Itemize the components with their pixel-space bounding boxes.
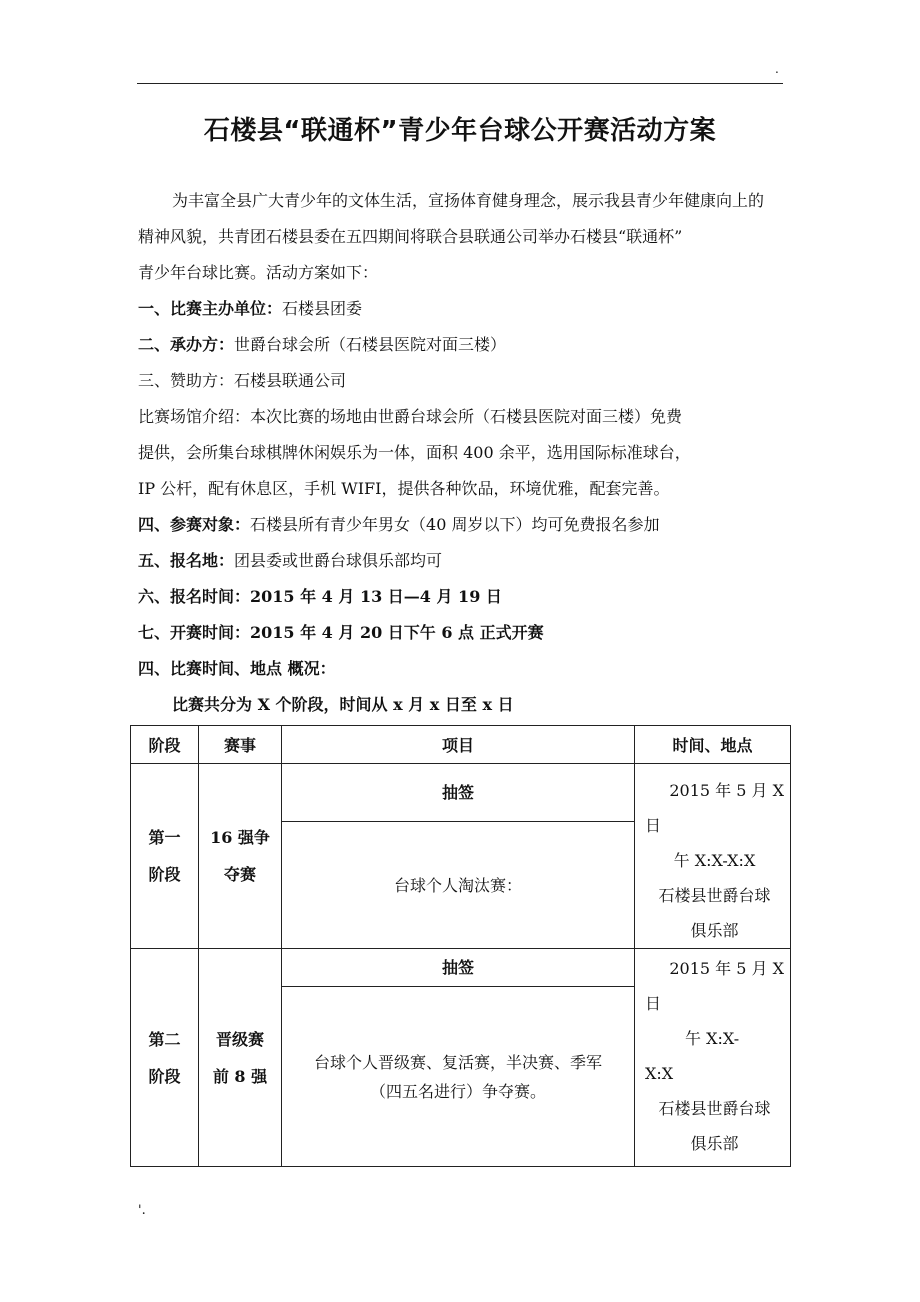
time-place-cell [635,949,791,1167]
place-line: 俱乐部 [690,921,739,940]
header-stage: 阶段 [131,726,199,764]
time-line: 2015 年 5 月 X [669,781,784,800]
header-rule [137,83,783,84]
participants-item [138,507,778,543]
document-title: 石楼县“联通杯”青少年台球公开赛活动方案 [203,116,717,146]
event-line: 16 强争 [210,828,270,847]
event-cell [199,949,282,1167]
table-header-row [131,726,791,764]
organizer-label: 二、承办方： [138,335,235,354]
item-line: （四五名进行）争夺赛。 [369,1081,546,1101]
signup-place-value: 团县委或世爵台球俱乐部均可 [234,551,443,570]
place-line: 石楼县世爵台球 [658,1099,771,1118]
time-line: 午 X:X- [685,1029,740,1048]
draw-cell: 抽签 [282,949,635,987]
header-item: 项目 [282,726,635,764]
draw-cell: 抽签 [282,764,635,822]
signup-place-label: 五、报名地： [138,551,235,570]
time-line: X:X [645,1064,674,1083]
item-cell: 台球个人淘汰赛： [282,821,635,948]
signup-time-item: 六、报名时间：2015 年 4 月 13 日—4 月 19 日 [138,587,502,606]
host-value: 石楼县团委 [282,299,363,318]
start-time-item: 七、开赛时间：2015 年 4 月 20 日下午 6 点 正式开赛 [138,623,544,642]
host-label: 一、比赛主办单位： [138,299,283,318]
header-dot: . [775,62,779,76]
stage-line: 第一 [148,828,181,847]
event-line: 夺赛 [223,865,256,884]
event-line: 晋级赛 [215,1029,264,1049]
organizer-item [138,327,778,363]
venue-line-1: 比赛场馆介绍：本次比赛的场地由世爵台球会所（石楼县医院对面三楼）免费 [138,407,683,426]
table-row [131,764,791,822]
time-place-cell [635,764,791,949]
item-cell [282,987,635,1167]
intro-line-3: 青少年台球比赛。活动方案如下： [138,263,379,282]
signup-place-item [138,543,778,579]
stage-line: 阶段 [148,865,181,884]
place-line: 俱乐部 [690,1134,739,1153]
stages-summary: 比赛共分为 X 个阶段，时间从 x 月 x 日至 x 日 [172,695,514,714]
intro-line-2: 精神风貌，共青团石楼县委在五四期间将联合县联通公司举办石楼县“联通杯” [138,227,683,246]
item-line: 台球个人晋级赛、复活赛，半决赛、季军 [313,1052,602,1072]
event-line: 前 8 强 [212,1066,268,1086]
stage-line: 第二 [148,1029,181,1049]
place-line: 石楼县世爵台球 [658,886,771,905]
document-body [138,183,778,723]
participants-label: 四、参赛对象： [138,515,251,534]
stage-cell [131,764,199,949]
schedule-table [130,725,791,1167]
footer-mark: '. [138,1203,146,1218]
host-item [138,291,778,327]
schedule-heading: 四、比赛时间、地点 概况： [138,659,336,678]
time-line: 日 [645,816,662,835]
header-time-place: 时间、地点 [635,726,791,764]
time-line: 2015 年 5 月 X [669,959,784,978]
event-cell [199,764,282,949]
time-line: 日 [645,994,662,1013]
stage-line: 阶段 [148,1066,181,1086]
stage-cell [131,949,199,1167]
venue-line-3: IP 公杆，配有休息区，手机 WIFI，提供各种饮品，环境优雅，配套完善。 [138,479,670,498]
table-row [131,949,791,987]
intro-line-1: 为丰富全县广大青少年的文体生活，宣扬体育健身理念，展示我县青少年健康向上的 [172,191,765,210]
participants-value: 石楼县所有青少年男女（40 周岁以下）均可免费报名参加 [250,515,660,534]
sponsor-item: 三、赞助方：石楼县联通公司 [138,371,347,390]
header-event: 赛事 [199,726,282,764]
venue-line-2: 提供，会所集台球棋牌休闲娱乐为一体，面积 400 余平，选用国际标准球台， [138,443,691,462]
organizer-value: 世爵台球会所（石楼县医院对面三楼） [234,335,507,354]
time-line: 午 X:X-X:X [673,851,756,870]
